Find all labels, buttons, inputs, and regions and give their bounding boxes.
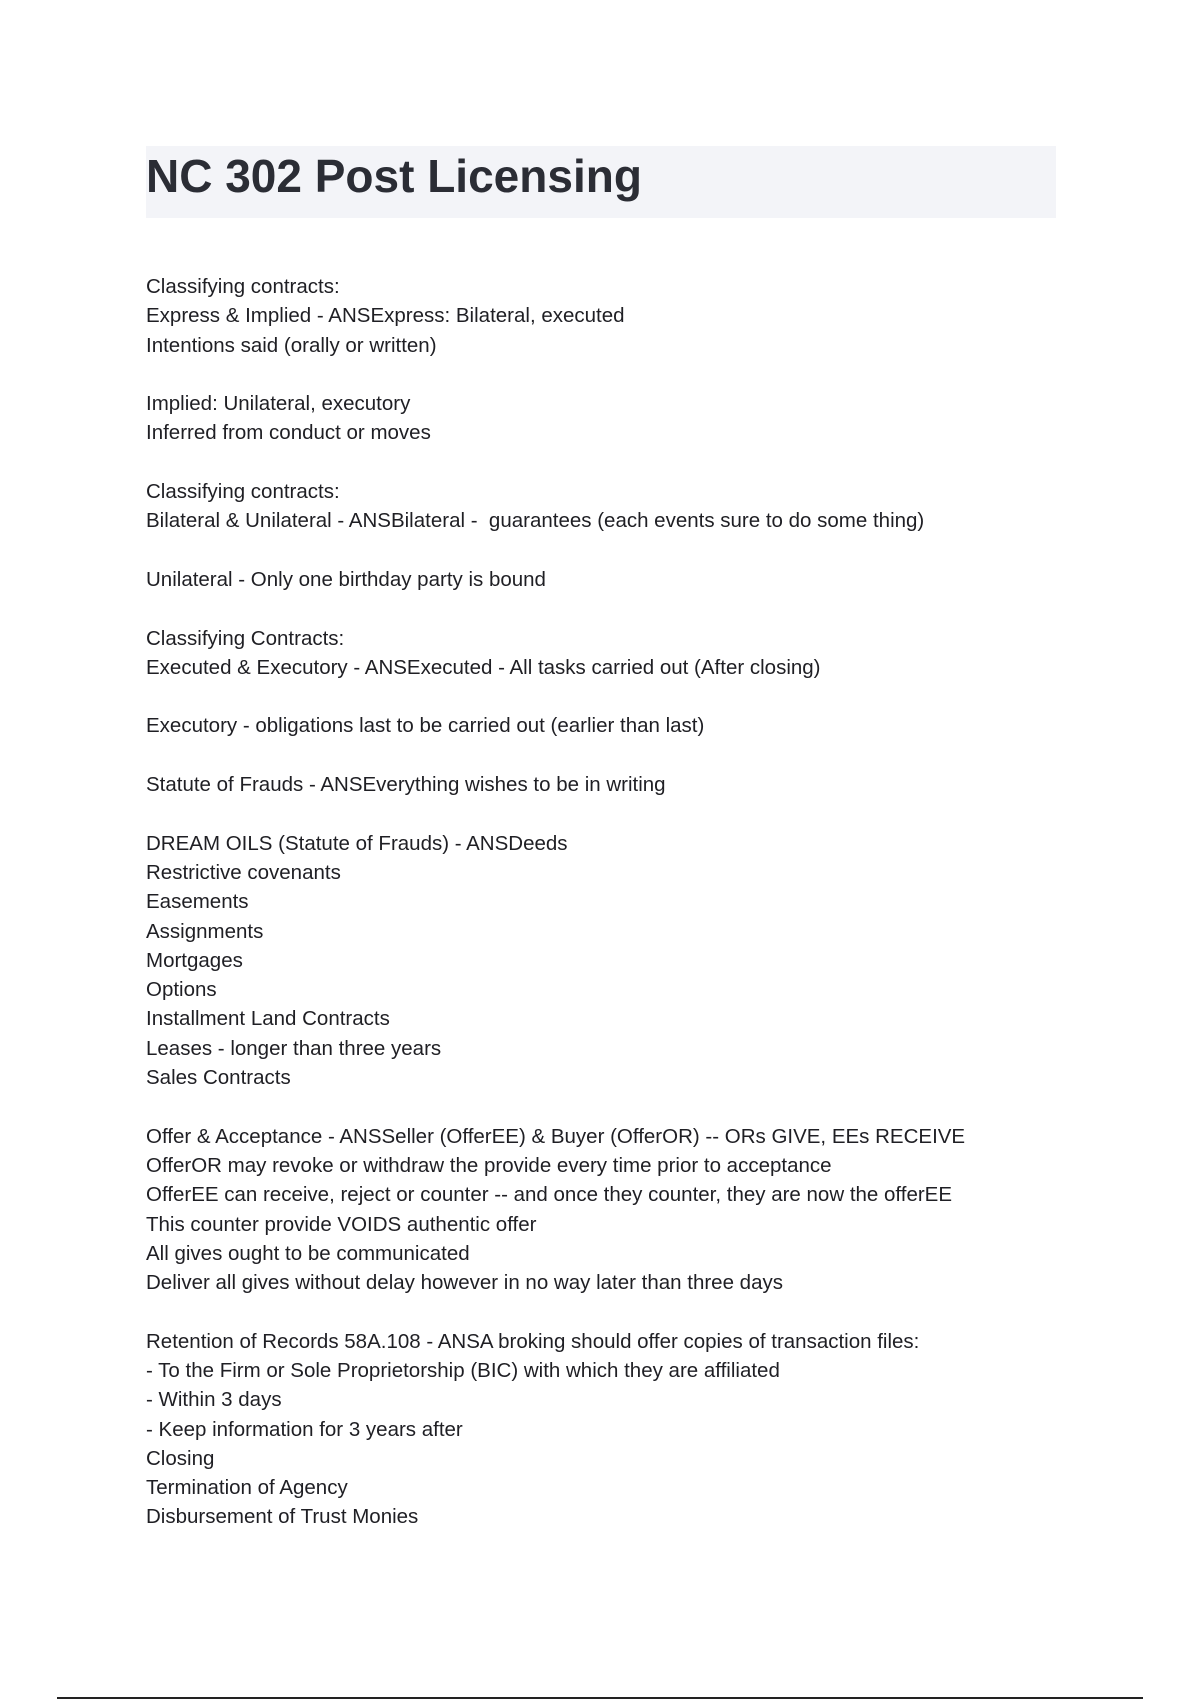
text-line: Installment Land Contracts: [146, 1007, 390, 1031]
text-block: [146, 711, 1106, 740]
text-block: [146, 272, 1106, 360]
text-block: [146, 829, 1106, 1093]
text-line: Deliver all gives without delay however in no way later than three days: [146, 1271, 783, 1295]
text-line: - Within 3 days: [146, 1388, 282, 1412]
text-line: Statute of Frauds - ANSEverything wishes to be in writing: [146, 773, 666, 797]
text-line: - To the Firm or Sole Proprietorship (BIC) with which they are affiliated: [146, 1358, 780, 1382]
text-block: [146, 389, 1106, 448]
text-line: Disbursement of Trust Monies: [146, 1505, 419, 1529]
text-line: Leases - longer than three years: [146, 1036, 442, 1060]
text-line: Mortgages: [146, 948, 243, 972]
document-body: [146, 272, 1106, 1561]
text-line: All gives ought to be communicated: [146, 1241, 470, 1265]
text-line: Classifying contracts:: [146, 480, 340, 504]
text-line: Easements: [146, 890, 249, 914]
text-line: Assignments: [146, 919, 264, 943]
text-line: Executed & Executory - ANSExecuted - All tasks carried out (After closing): [146, 655, 821, 679]
text-line: Offer & Acceptance - ANSSeller (OfferEE) & Buyer (OfferOR) -- ORs GIVE, EEs RECEIVE: [146, 1124, 966, 1148]
text-line: Classifying Contracts:: [146, 626, 345, 650]
text-line: Closing: [146, 1446, 215, 1470]
text-line: This counter provide VOIDS authentic offer: [146, 1212, 537, 1236]
text-block: [146, 1327, 1106, 1532]
text-line: Termination of Agency: [146, 1476, 348, 1500]
text-line: Bilateral & Unilateral - ANSBilateral - guarantees (each events sure to do some thing): [146, 509, 925, 533]
footer-divider: [57, 1697, 1143, 1699]
text-line: Express & Implied - ANSExpress: Bilateral, executed: [146, 304, 625, 328]
text-line: Executory - obligations last to be carried out (earlier than last): [146, 714, 705, 738]
text-line: DREAM OILS (Statute of Frauds) - ANSDeeds: [146, 831, 568, 855]
text-line: - Keep information for 3 years after: [146, 1417, 463, 1441]
text-line: Intentions said (orally or written): [146, 333, 437, 357]
page-title: NC 302 Post Licensing: [146, 150, 642, 202]
text-block: [146, 624, 1106, 683]
text-line: Implied: Unilateral, executory: [146, 392, 411, 416]
text-block: [146, 770, 1106, 799]
text-block: [146, 477, 1106, 536]
text-line: Retention of Records 58A.108 - ANSA broking should offer copies of transaction files:: [146, 1329, 920, 1353]
text-line: Classifying contracts:: [146, 275, 340, 298]
text-block: [146, 565, 1106, 594]
text-line: OfferEE can receive, reject or counter -- and once they counter, they are now the offerEE: [146, 1183, 953, 1207]
text-block: [146, 1122, 1106, 1298]
text-line: Inferred from conduct or moves: [146, 421, 431, 445]
text-line: Sales Contracts: [146, 1066, 291, 1090]
text-line: OfferOR may revoke or withdraw the provide every time prior to acceptance: [146, 1153, 832, 1177]
text-line: Unilateral - Only one birthday party is bound: [146, 567, 546, 591]
text-line: Options: [146, 978, 217, 1002]
text-line: Restrictive covenants: [146, 860, 341, 884]
